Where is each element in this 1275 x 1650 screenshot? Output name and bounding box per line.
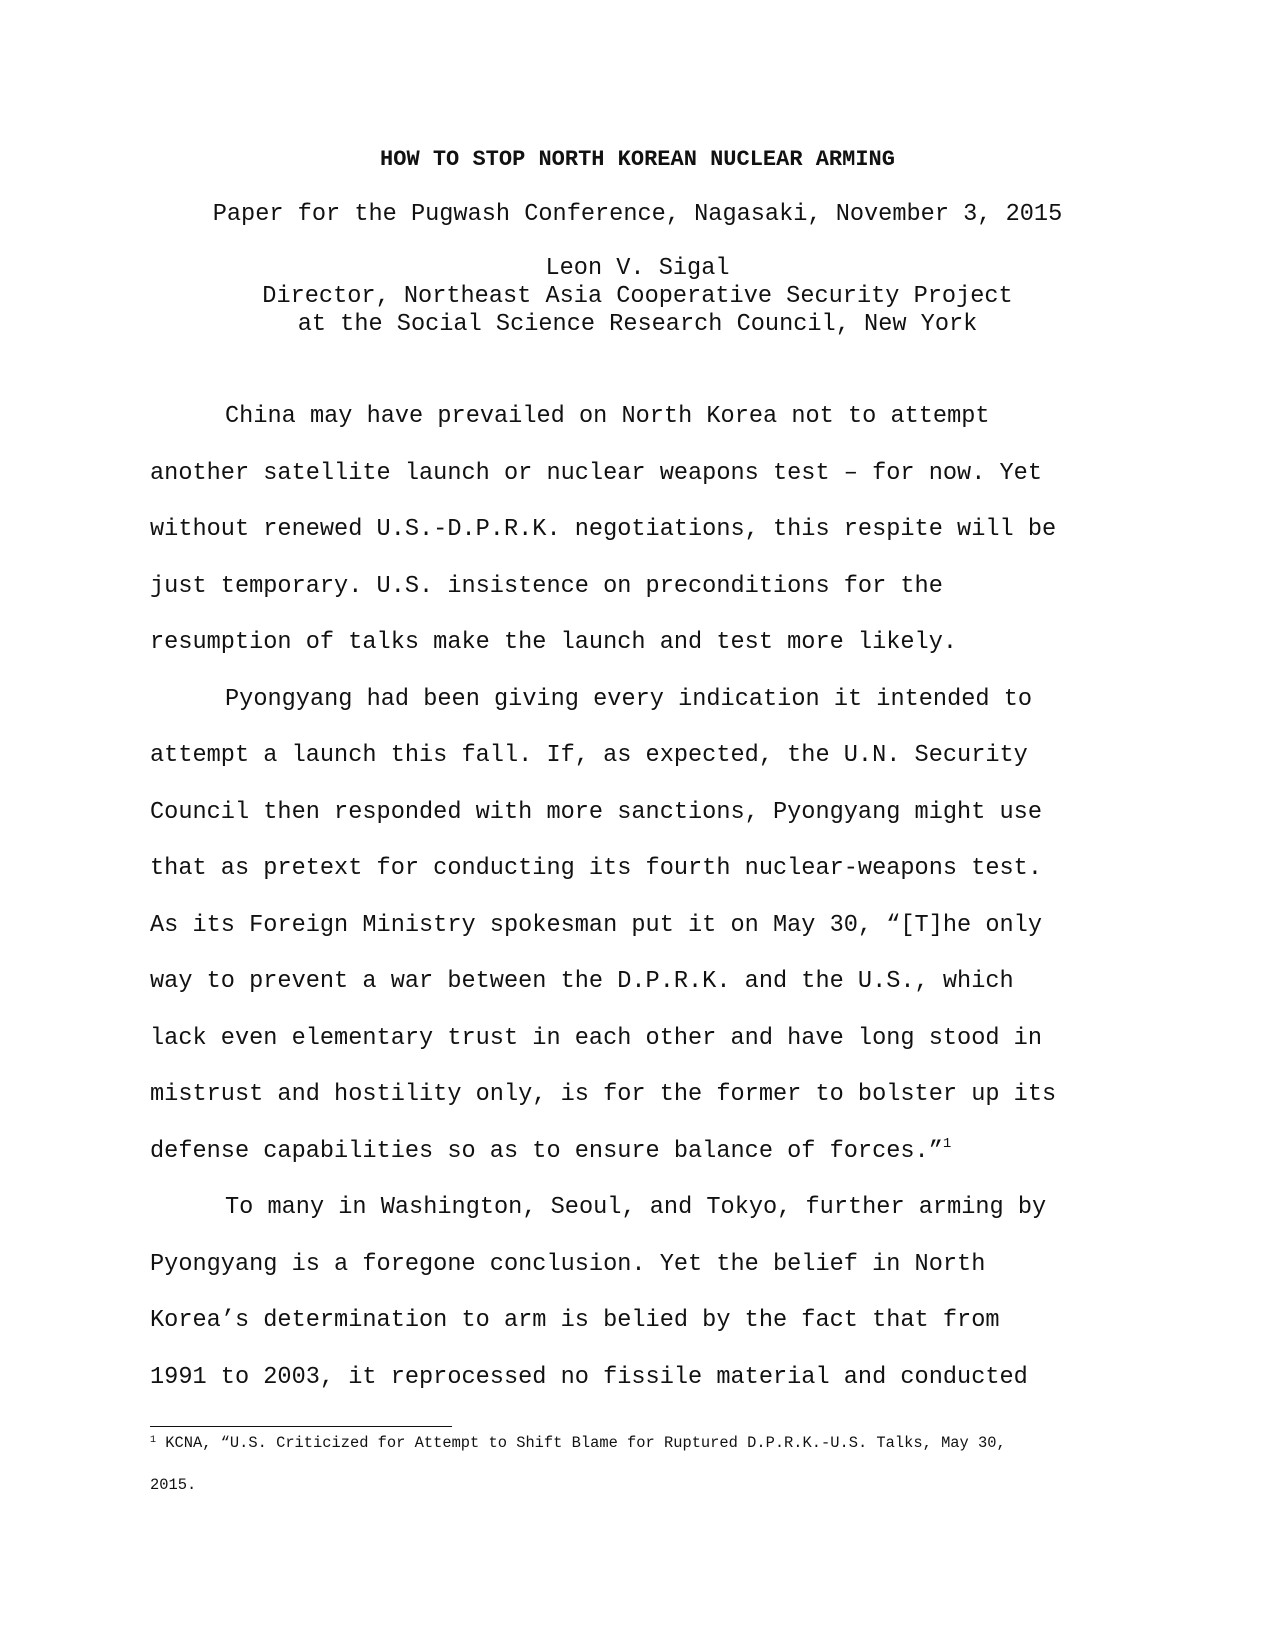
paragraph-1: [150, 389, 1130, 672]
footnote-number: 1: [150, 1435, 157, 1446]
paragraph-line: Korea’s determination to arm is belied by the fact that from: [150, 1307, 1000, 1334]
author-affiliation: at the Social Science Research Council, New York: [297, 311, 978, 338]
footnote-reference: 1: [942, 1135, 952, 1152]
paragraph-3: [150, 1180, 1130, 1406]
paragraph-line: way to prevent a war between the D.P.R.K. and the U.S., which: [150, 968, 1014, 995]
footnote: [150, 1433, 1150, 1496]
document-subtitle: Paper for the Pugwash Conference, Nagasaki, November 3, 2015: [212, 201, 1063, 228]
paragraph-line: China may have prevailed on North Korea not to attempt: [225, 403, 990, 430]
paragraph-line: resumption of talks make the launch and test more likely.: [150, 629, 958, 656]
paragraph-line-text: defense capabilities so as to ensure balance of forces.”: [150, 1137, 943, 1165]
paragraph-line: mistrust and hostility only, is for the former to bolster up its: [150, 1081, 1057, 1108]
paragraph-line: just temporary. U.S. insistence on preconditions for the: [150, 572, 943, 600]
paragraph-line: that as pretext for conducting its fourth nuclear-weapons test.: [150, 855, 1042, 882]
paragraph-line: without renewed U.S.-D.P.R.K. negotiations, this respite will be: [150, 516, 1057, 543]
author-block: [0, 255, 1275, 339]
paragraph-line-with-footnote: [150, 1124, 1130, 1181]
document-title: HOW TO STOP NORTH KOREAN NUCLEAR ARMING: [380, 147, 895, 172]
paragraph-line: 1991 to 2003, it reprocessed no fissile material and conducted: [150, 1363, 1028, 1391]
author-name: Leon V. Sigal: [545, 255, 730, 282]
paragraph-line: Pyongyang is a foregone conclusion. Yet the belief in North: [150, 1250, 986, 1278]
paragraph-line: To many in Washington, Seoul, and Tokyo, further arming by: [225, 1194, 1047, 1221]
paragraph-line: Council then responded with more sanctions, Pyongyang might use: [150, 798, 1042, 826]
footnote-text: KCNA, “U.S. Criticized for Attempt to Shift Blame for Ruptured D.P.R.K.-U.S. Talks, May 30,: [156, 1434, 1006, 1452]
body-text: [150, 389, 1130, 1406]
paragraph-2: [150, 672, 1130, 1181]
footnote-separator: [150, 1426, 452, 1427]
footnote-line: 2015.: [150, 1476, 197, 1494]
paragraph-line: another satellite launch or nuclear weapons test – for now. Yet: [150, 459, 1042, 487]
paragraph-line: As its Foreign Ministry spokesman put it on May 30, “[T]he only: [150, 911, 1042, 939]
footnote-line: [150, 1433, 1150, 1454]
paragraph-line: lack even elementary trust in each other and have long stood in: [150, 1024, 1042, 1052]
author-position: Director, Northeast Asia Cooperative Security Project: [262, 283, 1013, 310]
paragraph-line: Pyongyang had been giving every indication it intended to: [225, 685, 1033, 713]
paragraph-line: attempt a launch this fall. If, as expected, the U.N. Security: [150, 742, 1028, 769]
